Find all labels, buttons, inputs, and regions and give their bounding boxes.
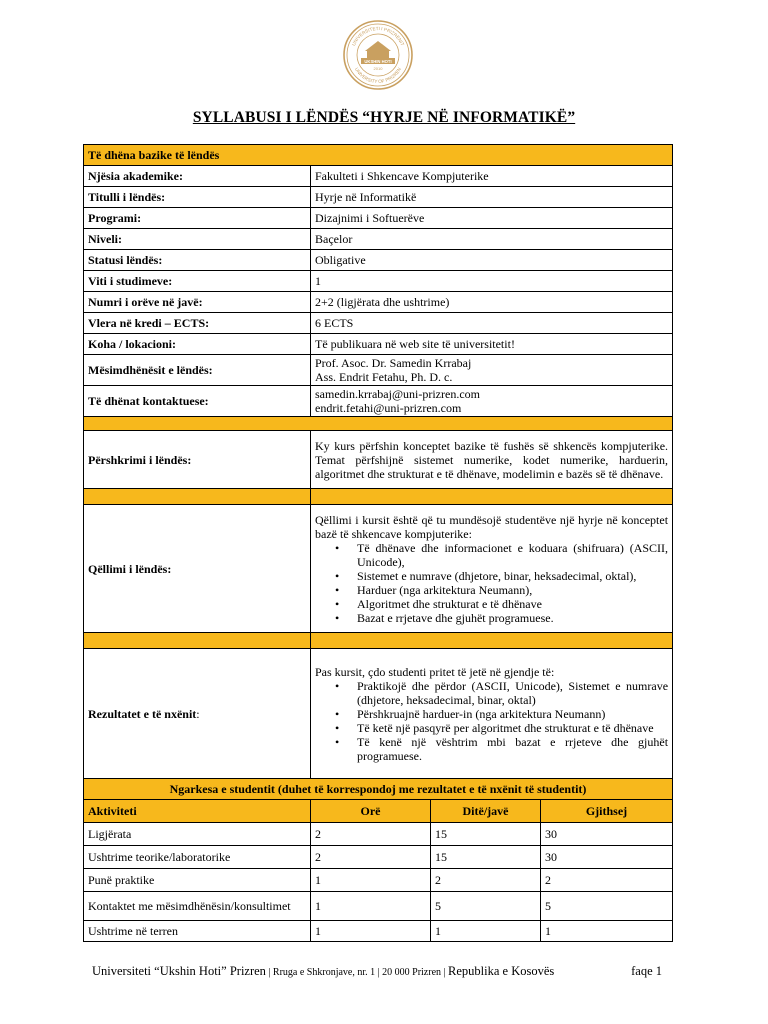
seal-ring-bottom-text: UNIVERSITY OF PRIZREN [353,66,403,85]
days-cell: 15 [431,823,541,846]
description-text: Ky kurs përfshin konceptet bazike të fushës së shkencës kompjuterike. Temat përfshijnë sistemet numerike, kodet numerike, harduerin, algoritmet dhe strukturat e të dhënave, modelimin e bazës së të dhënave. [311,431,673,489]
gold-spacer [311,633,673,649]
table-row [84,869,673,892]
row-value: Fakulteti i Shkencave Kompjuterike [311,166,673,187]
info-row [84,187,673,208]
list-item: • Përshkruajnë harduer-in (nga arkitektura Neumann) [335,707,668,721]
workload-title: Ngarkesa e studentit (duhet të korrespondoj me rezultatet e të nxënit të studentit) [84,779,673,800]
contacts-label: Të dhënat kontaktuese: [84,386,311,417]
list-item: • Bazat e rrjetave dhe gjuhët programuese. [335,611,668,625]
activity-cell: Ligjërata [84,823,311,846]
table-row [84,846,673,869]
outcomes-list [315,679,668,763]
outcomes-content [311,649,673,779]
row-value: 1 [311,271,673,292]
workload-header-activity: Aktiviteti [84,800,311,823]
hours-cell: 2 [311,846,431,869]
row-value: Të publikuara në web site të universitetit! [311,334,673,355]
section-header-basic [84,145,673,166]
row-label: Koha / lokacioni: [84,334,311,355]
document-title: SYLLABUSI I LËNDËS “HYRJE NË INFORMATIKË” [192,109,576,126]
outcomes-label-colon: : [196,706,200,721]
info-row [84,229,673,250]
workload-header-hours: Orë [311,800,431,823]
total-cell: 30 [541,823,673,846]
row-value: Obligative [311,250,673,271]
seal-ring-top-text: UNIVERSITETI I PRIZRENIT [350,25,406,47]
instructors-row [84,355,673,386]
instructors-value [311,355,673,386]
seal-year: 2010 [373,66,383,71]
total-cell: 2 [541,869,673,892]
contact-email-2: endrit.fetahi@uni-prizren.com [315,401,462,415]
info-row [84,292,673,313]
days-cell: 1 [431,921,541,942]
row-label: Titulli i lëndës: [84,187,311,208]
seal-banner-text: UKSHIN HOTI [364,58,392,64]
contacts-row [84,386,673,417]
workload-header-total: Gjithsej [541,800,673,823]
university-seal-logo [343,20,413,90]
description-label: Përshkrimi i lëndës: [84,431,311,489]
page-number: faqe 1 [631,964,662,978]
gold-spacer [311,489,673,505]
table-row [84,892,673,921]
list-item: • Të ketë një pasqyrë per algoritmet dhe strukturat e të dhënave [335,721,668,735]
row-value: 2+2 (ligjërata dhe ushtrime) [311,292,673,313]
description-row [84,431,673,489]
footer-country: Republika e Kosovës [448,964,555,978]
table-row [84,921,673,942]
row-value: Baçelor [311,229,673,250]
row-value: Dizajnimi i Softuerëve [311,208,673,229]
total-cell: 1 [541,921,673,942]
hours-cell: 1 [311,869,431,892]
footer-address: | Rruga e Shkronjave, nr. 1 | 20 000 Prizren | [265,967,449,978]
goal-label: Qëllimi i lëndës: [84,505,311,633]
workload-title-row [84,779,673,800]
list-item: • Praktikojë dhe përdor (ASCII, Unicode), Sistemet e numrave (dhjetore, heksadecimal, binar, oktal) [335,679,668,707]
activity-cell: Kontaktet me mësimdhënësin/konsultimet [84,892,311,921]
row-label: Numri i orëve në javë: [84,292,311,313]
outcomes-intro: Pas kursit, çdo studenti pritet të jetë në gjendje të: [315,664,555,679]
outcomes-label-text: Rezultatet e të nxënit [88,706,197,721]
list-item: • Të kenë një vështrim mbi bazat e rrjeteve dhe gjuhët programuese. [335,735,668,763]
gold-spacer-row [84,417,673,431]
contact-email-1: samedin.krrabaj@uni-prizren.com [315,387,480,401]
row-value: 6 ECTS [311,313,673,334]
hours-cell: 1 [311,892,431,921]
gold-spacer [84,417,673,431]
contacts-value [311,386,673,417]
days-cell: 15 [431,846,541,869]
info-row [84,313,673,334]
row-label: Njësia akademike: [84,166,311,187]
days-cell: 5 [431,892,541,921]
page-footer [92,964,662,979]
row-label: Niveli: [84,229,311,250]
hours-cell: 1 [311,921,431,942]
row-label: Vlera në kredi – ECTS: [84,313,311,334]
instructor-1: Prof. Asoc. Dr. Samedin Krrabaj [315,356,472,370]
info-row [84,334,673,355]
list-item: • Të dhënave dhe informacionet e koduara (shifruara) (ASCII, Unicode), [335,541,668,569]
workload-header-days: Ditë/javë [431,800,541,823]
syllabus-table [83,144,673,942]
activity-cell: Ushtrime në terren [84,921,311,942]
goal-list [315,541,668,625]
total-cell: 30 [541,846,673,869]
list-item: • Harduer (nga arkitektura Neumann), [335,583,668,597]
gold-spacer-row [84,489,673,505]
activity-cell: Ushtrime teorike/laboratorike [84,846,311,869]
row-label: Statusi lëndës: [84,250,311,271]
goal-content [311,505,673,633]
gold-spacer-row [84,633,673,649]
list-item: • Sistemet e numrave (dhjetore, binar, heksadecimal, oktal), [335,569,668,583]
total-cell: 5 [541,892,673,921]
gold-spacer [84,489,311,505]
section-title-basic: Të dhëna bazike të lëndës [84,145,673,166]
list-item: • Algoritmet dhe strukturat e të dhënave [335,597,668,611]
info-row [84,271,673,292]
days-cell: 2 [431,869,541,892]
row-value: Hyrje në Informatikë [311,187,673,208]
activity-cell: Punë praktike [84,869,311,892]
info-row [84,250,673,271]
outcomes-row [84,649,673,779]
goal-row [84,505,673,633]
workload-header-row [84,800,673,823]
instructor-2: Ass. Endrit Fetahu, Ph. D. c. [315,370,453,384]
instructors-label: Mësimdhënësit e lëndës: [84,355,311,386]
info-row [84,208,673,229]
info-row [84,166,673,187]
row-label: Programi: [84,208,311,229]
hours-cell: 2 [311,823,431,846]
footer-university: Universiteti “Ukshin Hoti” Prizren [92,964,266,978]
outcomes-label [84,649,311,779]
row-label: Viti i studimeve: [84,271,311,292]
goal-intro: Qëllimi i kursit është që tu mundësojë studentëve një hyrje në konceptet bazë të shkencave kompjuterike: [315,512,669,541]
table-row [84,823,673,846]
gold-spacer [84,633,311,649]
